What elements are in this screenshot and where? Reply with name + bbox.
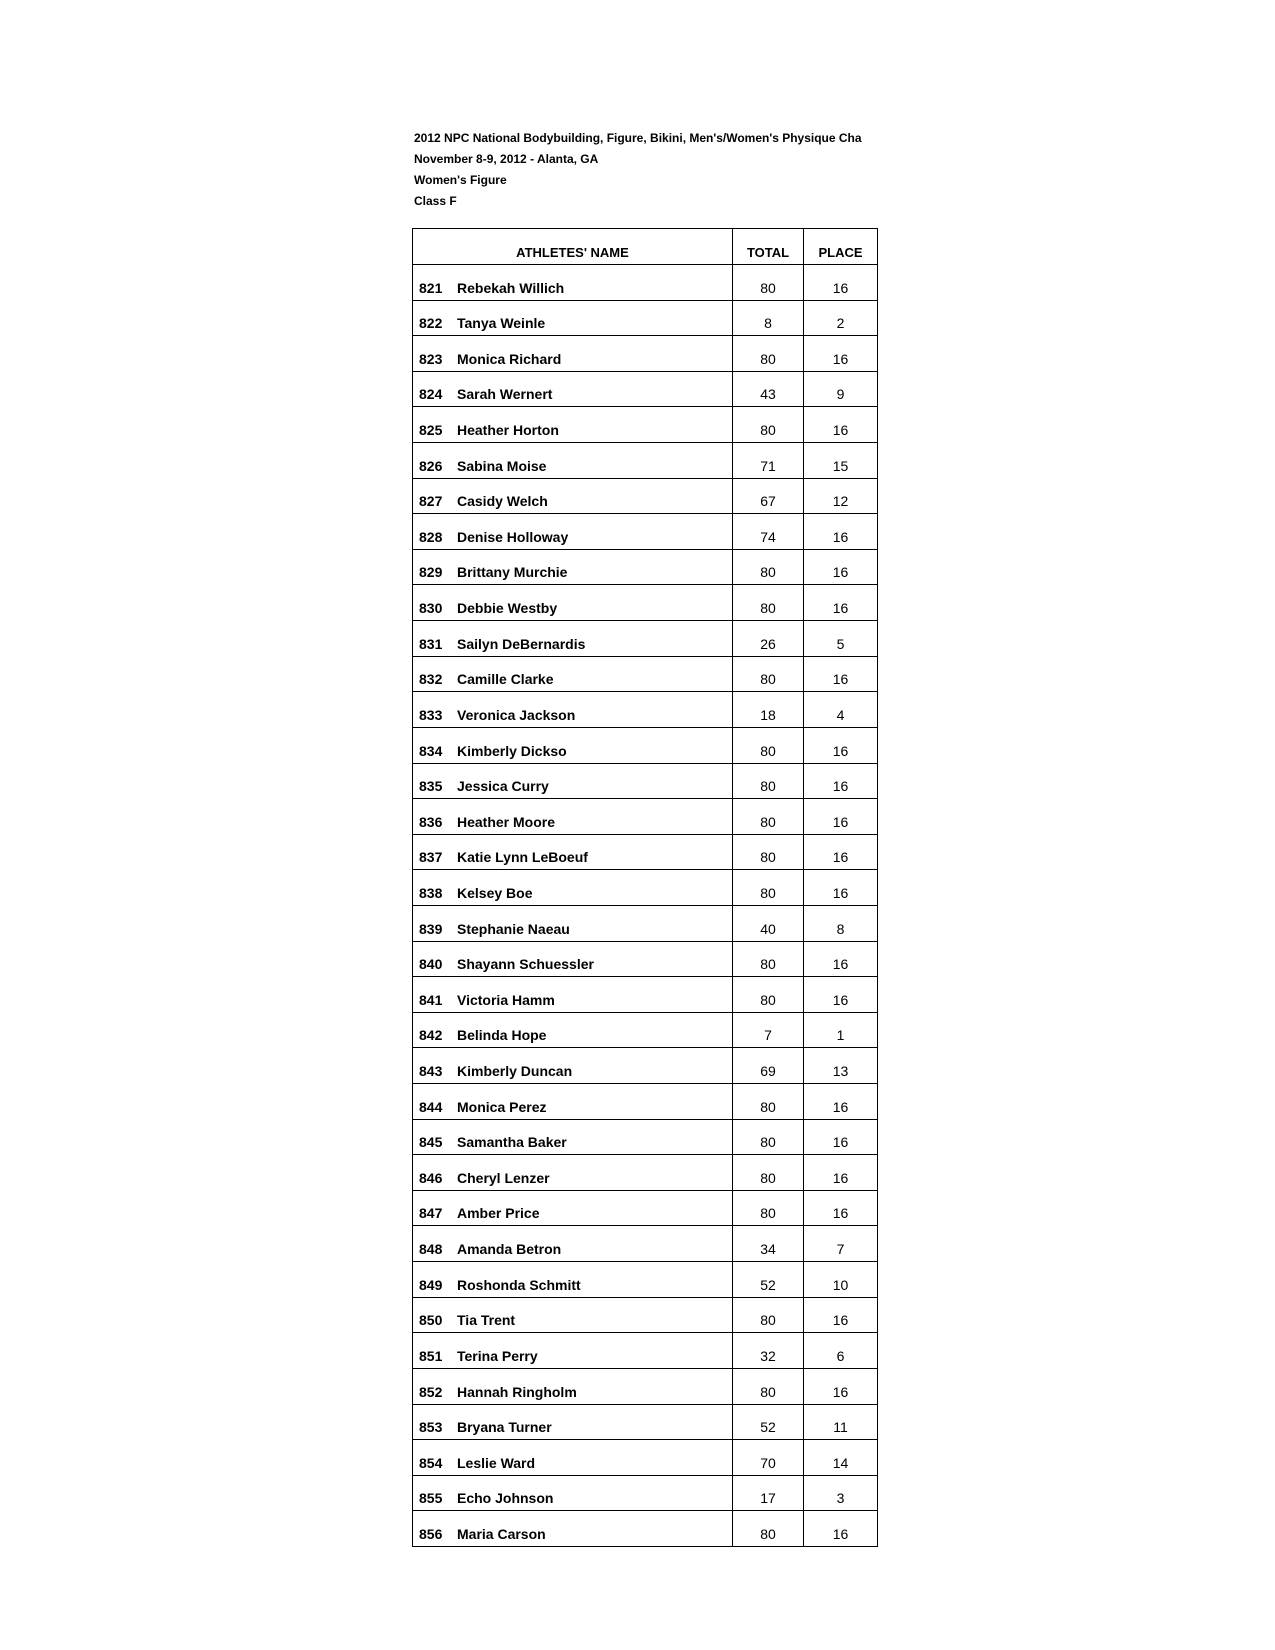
total-cell: 17 xyxy=(733,1475,804,1511)
athlete-name: Debbie Westby xyxy=(457,600,558,617)
athlete-name: Maria Carson xyxy=(457,1525,546,1542)
athlete-number: 841 xyxy=(419,991,443,1008)
table-row xyxy=(413,692,878,728)
total-cell: 32 xyxy=(733,1333,804,1369)
athlete-name: Sabina Moise xyxy=(457,457,547,474)
athlete-number: 856 xyxy=(419,1525,443,1542)
athlete-name: Tia Trent xyxy=(457,1312,516,1329)
total-cell: 80 xyxy=(733,1297,804,1333)
table-row xyxy=(413,977,878,1013)
athlete-name: Leslie Ward xyxy=(457,1454,536,1471)
table-row xyxy=(413,300,878,336)
total-cell: 80 xyxy=(733,1119,804,1155)
athlete-name-cell xyxy=(413,621,733,657)
athlete-number: 850 xyxy=(419,1312,443,1329)
table-row xyxy=(413,621,878,657)
athlete-name-cell xyxy=(413,977,733,1013)
place-cell: 16 xyxy=(804,1297,878,1333)
athlete-name: Heather Moore xyxy=(457,813,556,830)
table-row xyxy=(413,763,878,799)
athlete-name: Kimberly Duncan xyxy=(457,1063,573,1080)
athlete-name-cell xyxy=(413,300,733,336)
place-cell: 16 xyxy=(804,799,878,835)
total-cell: 40 xyxy=(733,905,804,941)
table-row xyxy=(413,1368,878,1404)
athlete-name: Amber Price xyxy=(457,1205,540,1222)
athlete-name: Echo Johnson xyxy=(457,1490,554,1507)
total-cell: 80 xyxy=(733,977,804,1013)
total-cell: 8 xyxy=(733,300,804,336)
athlete-name-cell xyxy=(413,336,733,372)
athlete-number: 828 xyxy=(419,528,443,545)
table-row xyxy=(413,585,878,621)
athlete-name: Veronica Jackson xyxy=(457,706,576,723)
table-row xyxy=(413,870,878,906)
athlete-name: Sailyn DeBernardis xyxy=(457,635,586,652)
table-row xyxy=(413,1155,878,1191)
athlete-name: Sarah Wernert xyxy=(457,386,553,403)
table-row xyxy=(413,407,878,443)
athlete-name-cell xyxy=(413,478,733,514)
total-cell: 69 xyxy=(733,1048,804,1084)
total-cell: 80 xyxy=(733,656,804,692)
table-row xyxy=(413,514,878,550)
table-row xyxy=(413,905,878,941)
table-row xyxy=(413,1262,878,1298)
athlete-name-cell xyxy=(413,1190,733,1226)
place-cell: 16 xyxy=(804,407,878,443)
athlete-name-cell xyxy=(413,1012,733,1048)
athlete-name: Cheryl Lenzer xyxy=(457,1169,550,1186)
total-cell: 80 xyxy=(733,1511,804,1547)
athlete-name: Brittany Murchie xyxy=(457,564,568,581)
athlete-number: 830 xyxy=(419,600,443,617)
athlete-name-cell xyxy=(413,514,733,550)
athlete-number: 852 xyxy=(419,1383,443,1400)
total-cell: 80 xyxy=(733,763,804,799)
total-cell: 80 xyxy=(733,265,804,301)
total-cell: 80 xyxy=(733,834,804,870)
athlete-name: Stephanie Naeau xyxy=(457,920,570,937)
total-cell: 74 xyxy=(733,514,804,550)
athlete-name-cell xyxy=(413,834,733,870)
athlete-name-cell xyxy=(413,1084,733,1120)
results-table xyxy=(412,228,878,1547)
table-row xyxy=(413,336,878,372)
place-cell: 3 xyxy=(804,1475,878,1511)
total-cell: 43 xyxy=(733,371,804,407)
athlete-name: Shayann Schuessler xyxy=(457,956,594,973)
table-row xyxy=(413,1012,878,1048)
results-table-body xyxy=(413,265,878,1547)
total-cell: 80 xyxy=(733,407,804,443)
column-header-total: TOTAL xyxy=(733,229,804,265)
athlete-name-cell xyxy=(413,371,733,407)
table-row xyxy=(413,1475,878,1511)
athlete-name: Heather Horton xyxy=(457,422,559,439)
athlete-name-cell xyxy=(413,870,733,906)
table-row xyxy=(413,1297,878,1333)
athlete-number: 824 xyxy=(419,386,443,403)
table-row xyxy=(413,371,878,407)
athlete-name: Monica Perez xyxy=(457,1098,547,1115)
total-cell: 7 xyxy=(733,1012,804,1048)
table-row xyxy=(413,1048,878,1084)
athlete-number: 855 xyxy=(419,1490,443,1507)
total-cell: 70 xyxy=(733,1440,804,1476)
athlete-number: 833 xyxy=(419,706,443,723)
table-row xyxy=(413,1404,878,1440)
table-row xyxy=(413,1440,878,1476)
athlete-name-cell xyxy=(413,1333,733,1369)
athlete-name-cell xyxy=(413,905,733,941)
athlete-number: 854 xyxy=(419,1454,443,1471)
place-cell: 16 xyxy=(804,763,878,799)
place-cell: 1 xyxy=(804,1012,878,1048)
total-cell: 80 xyxy=(733,1368,804,1404)
athlete-name-cell xyxy=(413,585,733,621)
athlete-name-cell xyxy=(413,763,733,799)
athlete-name-cell xyxy=(413,1368,733,1404)
place-cell: 14 xyxy=(804,1440,878,1476)
table-row xyxy=(413,656,878,692)
place-cell: 16 xyxy=(804,1511,878,1547)
athlete-name: Camille Clarke xyxy=(457,671,554,688)
athlete-number: 840 xyxy=(419,956,443,973)
total-cell: 80 xyxy=(733,1084,804,1120)
place-cell: 16 xyxy=(804,834,878,870)
athlete-name: Casidy Welch xyxy=(457,493,548,510)
athlete-name: Monica Richard xyxy=(457,350,562,367)
total-cell: 80 xyxy=(733,727,804,763)
table-row xyxy=(413,1226,878,1262)
total-cell: 80 xyxy=(733,870,804,906)
table-row xyxy=(413,1119,878,1155)
place-cell: 16 xyxy=(804,727,878,763)
athlete-name-cell xyxy=(413,727,733,763)
division-label: Women's Figure xyxy=(414,173,507,187)
class-label: Class F xyxy=(414,194,457,208)
place-cell: 16 xyxy=(804,336,878,372)
athlete-number: 853 xyxy=(419,1419,443,1436)
total-cell: 80 xyxy=(733,585,804,621)
athlete-number: 832 xyxy=(419,671,443,688)
athlete-name: Samantha Baker xyxy=(457,1134,567,1151)
place-cell: 16 xyxy=(804,941,878,977)
athlete-name: Bryana Turner xyxy=(457,1419,552,1436)
total-cell: 80 xyxy=(733,1190,804,1226)
document-header xyxy=(414,128,877,212)
athlete-number: 822 xyxy=(419,315,443,332)
place-cell: 12 xyxy=(804,478,878,514)
athlete-name-cell xyxy=(413,1119,733,1155)
place-cell: 9 xyxy=(804,371,878,407)
place-cell: 16 xyxy=(804,514,878,550)
athlete-number: 847 xyxy=(419,1205,443,1222)
place-cell: 5 xyxy=(804,621,878,657)
table-row xyxy=(413,1511,878,1547)
athlete-name-cell xyxy=(413,407,733,443)
athlete-number: 823 xyxy=(419,350,443,367)
place-cell: 16 xyxy=(804,1190,878,1226)
table-row xyxy=(413,834,878,870)
athlete-number: 825 xyxy=(419,422,443,439)
place-cell: 16 xyxy=(804,1119,878,1155)
event-date-location: November 8-9, 2012 - Alanta, GA xyxy=(414,152,599,166)
athlete-name: Denise Holloway xyxy=(457,528,569,545)
athlete-number: 839 xyxy=(419,920,443,937)
athlete-name-cell xyxy=(413,443,733,479)
athlete-name-cell xyxy=(413,1511,733,1547)
athlete-number: 829 xyxy=(419,564,443,581)
table-row xyxy=(413,549,878,585)
total-cell: 52 xyxy=(733,1262,804,1298)
athlete-name-cell xyxy=(413,1404,733,1440)
athlete-name-cell xyxy=(413,799,733,835)
place-cell: 13 xyxy=(804,1048,878,1084)
athlete-number: 845 xyxy=(419,1134,443,1151)
column-header-athletes-name: ATHLETES' NAME xyxy=(413,229,733,265)
athlete-name-cell xyxy=(413,692,733,728)
place-cell: 8 xyxy=(804,905,878,941)
total-cell: 80 xyxy=(733,1155,804,1191)
athlete-name-cell xyxy=(413,941,733,977)
table-row xyxy=(413,727,878,763)
athlete-name-cell xyxy=(413,1475,733,1511)
table-row xyxy=(413,1084,878,1120)
place-cell: 6 xyxy=(804,1333,878,1369)
place-cell: 16 xyxy=(804,1084,878,1120)
athlete-name: Amanda Betron xyxy=(457,1241,562,1258)
athlete-name-cell xyxy=(413,1155,733,1191)
table-row xyxy=(413,443,878,479)
athlete-name-cell xyxy=(413,1048,733,1084)
total-cell: 67 xyxy=(733,478,804,514)
place-cell: 16 xyxy=(804,549,878,585)
athlete-number: 831 xyxy=(419,635,443,652)
athlete-name: Kimberly Dickso xyxy=(457,742,567,759)
place-cell: 16 xyxy=(804,977,878,1013)
place-cell: 4 xyxy=(804,692,878,728)
athlete-name: Roshonda Schmitt xyxy=(457,1276,581,1293)
athlete-number: 834 xyxy=(419,742,443,759)
table-row xyxy=(413,1333,878,1369)
total-cell: 80 xyxy=(733,799,804,835)
athlete-number: 846 xyxy=(419,1169,443,1186)
table-header-row xyxy=(413,229,878,265)
athlete-name: Kelsey Boe xyxy=(457,884,533,901)
athlete-name: Rebekah Willich xyxy=(457,279,565,296)
place-cell: 16 xyxy=(804,656,878,692)
athlete-name-cell xyxy=(413,656,733,692)
athlete-number: 844 xyxy=(419,1098,443,1115)
place-cell: 7 xyxy=(804,1226,878,1262)
athlete-number: 827 xyxy=(419,493,443,510)
athlete-name-cell xyxy=(413,265,733,301)
athlete-name: Jessica Curry xyxy=(457,778,549,795)
table-row xyxy=(413,478,878,514)
athlete-name-cell xyxy=(413,1440,733,1476)
athlete-number: 835 xyxy=(419,778,443,795)
place-cell: 16 xyxy=(804,585,878,621)
place-cell: 11 xyxy=(804,1404,878,1440)
total-cell: 26 xyxy=(733,621,804,657)
place-cell: 16 xyxy=(804,870,878,906)
athlete-number: 843 xyxy=(419,1063,443,1080)
place-cell: 16 xyxy=(804,1155,878,1191)
athlete-number: 848 xyxy=(419,1241,443,1258)
column-header-place: PLACE xyxy=(804,229,878,265)
athlete-number: 821 xyxy=(419,279,443,296)
total-cell: 80 xyxy=(733,941,804,977)
athlete-number: 842 xyxy=(419,1027,443,1044)
table-row xyxy=(413,799,878,835)
place-cell: 16 xyxy=(804,265,878,301)
place-cell: 10 xyxy=(804,1262,878,1298)
athlete-number: 849 xyxy=(419,1276,443,1293)
athlete-name: Hannah Ringholm xyxy=(457,1383,577,1400)
event-title: 2012 NPC National Bodybuilding, Figure, Bikini, Men's/Women's Physique Cha xyxy=(414,131,862,145)
place-cell: 16 xyxy=(804,1368,878,1404)
athlete-number: 826 xyxy=(419,457,443,474)
athlete-name-cell xyxy=(413,549,733,585)
athlete-name: Terina Perry xyxy=(457,1347,538,1364)
total-cell: 80 xyxy=(733,549,804,585)
total-cell: 18 xyxy=(733,692,804,728)
place-cell: 15 xyxy=(804,443,878,479)
total-cell: 52 xyxy=(733,1404,804,1440)
athlete-name: Tanya Weinle xyxy=(457,315,546,332)
total-cell: 71 xyxy=(733,443,804,479)
athlete-name: Belinda Hope xyxy=(457,1027,547,1044)
athlete-name-cell xyxy=(413,1297,733,1333)
athlete-name: Katie Lynn LeBoeuf xyxy=(457,849,588,866)
athlete-number: 838 xyxy=(419,884,443,901)
athlete-name: Victoria Hamm xyxy=(457,991,555,1008)
athlete-name-cell xyxy=(413,1226,733,1262)
athlete-number: 837 xyxy=(419,849,443,866)
total-cell: 34 xyxy=(733,1226,804,1262)
athlete-number: 836 xyxy=(419,813,443,830)
athlete-name-cell xyxy=(413,1262,733,1298)
table-row xyxy=(413,941,878,977)
place-cell: 2 xyxy=(804,300,878,336)
table-row xyxy=(413,265,878,301)
total-cell: 80 xyxy=(733,336,804,372)
table-row xyxy=(413,1190,878,1226)
athlete-number: 851 xyxy=(419,1347,443,1364)
